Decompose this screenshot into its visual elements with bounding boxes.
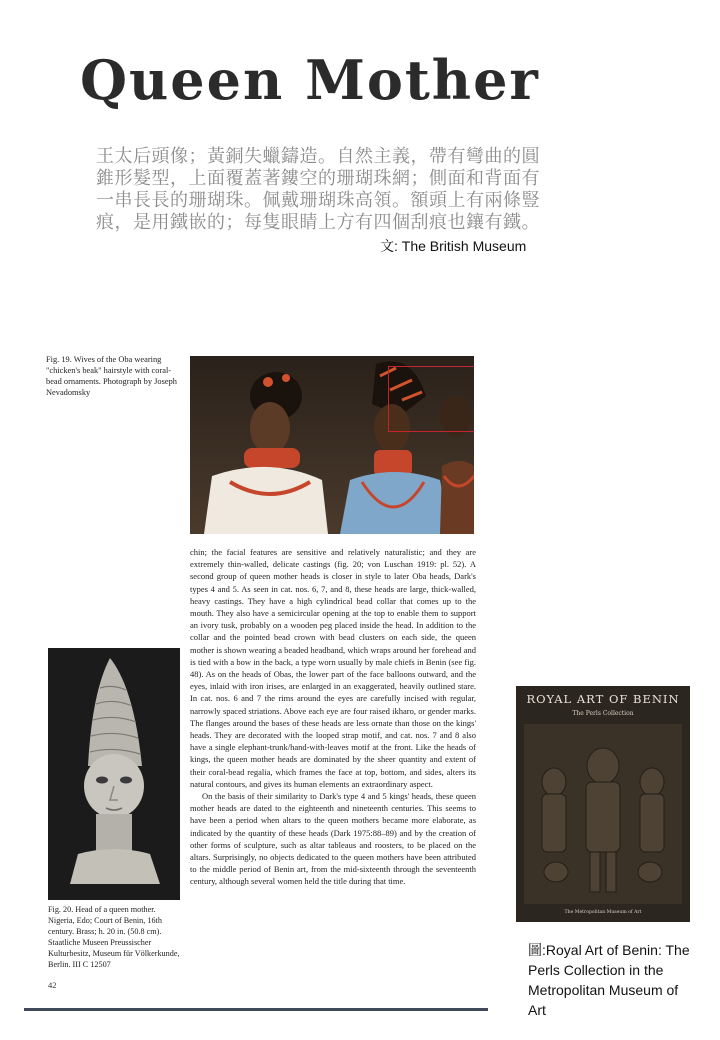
body-paragraph-2: On the basis of their similarity to Dark's type 4 and 5 kings' heads, these queen mother heads are dated to the eighteenth and nineteenth centuries. This seems to have been a period when altars to the queen mothers became more elaborate, as indicated by the quantity of these heads (Dark 1975:88–89) and by the creation of other forms of sculpture, such as altar tableaus and roosters, to be placed on the altars. Surprisingly, no objects dedicated to the queen mothers have been attributed to the middle period of Benin art, from the mid-sixteenth through the seventeenth century, although several women held the title during that time. <box>190 791 476 887</box>
photo-oba-wives <box>190 356 474 534</box>
queen-mother-head-illustration <box>48 648 180 900</box>
bottom-divider <box>24 1008 488 1011</box>
image-credit-caption: 圖:Royal Art of Benin: The Perls Collection in the Metropolitan Museum of Art <box>528 942 690 1018</box>
book-cover <box>516 686 690 922</box>
headdress-highlight-box <box>388 366 474 432</box>
page-number: 42 <box>48 980 57 990</box>
cover-title: ROYAL ART OF BENIN <box>526 692 680 706</box>
body-paragraph-1: chin; the facial features are sensitive and relatively naturalistic; and they are extremely thin-walled, delicate castings (fig. 20; von Luschan 1919: pl. 52). A second group of queen mother heads is closer in style to later Oba heads, Dark's types 4 and 5. As seen in cat. nos. 6, 7, and 8, these heads are large, thick-walled, heavy castings. They have a high cylindrical bead collar that comes up to the mouth. They also have a semicircular opening at the top to enable them to support an ivory tusk, probably on a wooden peg placed inside the head. In addition to the collar and the pointed bead crown with bead clusters on each side, the queen mother is shown wearing a beaded headband, which wraps around her forehead and is tied with a bow in the back, a type worn usually by male chiefs in Benin (see fig. 48). As on the heads of Obas, the lower part of the face balloons outward, and the eyes, inlaid with iron irises, are enlarged in an exaggerated, heavily outlined stare. In cat. nos. 6 and 7 the rims around the eyes are carefully incised with regular, narrowly spaced striations. Above each eye are four raised ikharo, or gender marks. The flanges around the bases of these heads are less ornate than those on the kings' heads. They are decorated with the looped strap motif, and cat. nos. 7 and 8 also have a single elephant-trunk/hand-with-leaves motif at the front. Like the heads of kings, the queen mother heads are dominated by the sheer quantity and extent of their coral-bead regalia, which frames the face at top, bottom, and sides, alters its natural contours, and gives its human elements an extraordinary aspect. <box>190 547 476 789</box>
text-credit: 文: The British Museum <box>380 238 527 254</box>
chinese-description: 王太后頭像；黃銅失蠟鑄造。自然主義，帶有彎曲的圓錐形髮型，上面覆蓋著鏤空的珊瑚珠網；側面和背面有一串長長的珊瑚珠。佩戴珊瑚珠高領。額頭上有兩條豎痕，是用鐵嵌的；每隻眼睛上方有四個刮痕也鑲有鐵。 <box>96 146 540 233</box>
cover-publisher: The Metropolitan Museum of Art <box>564 910 642 915</box>
book-page-scan <box>40 340 480 1000</box>
page-title: Queen Mother <box>80 48 540 112</box>
cover-subtitle: The Perls Collection <box>572 710 634 717</box>
photo-queen-mother-head <box>48 648 180 900</box>
fig19-caption: Fig. 19. Wives of the Oba wearing "chicken's beak" hairstyle with coral-bead ornaments. Photograph by Joseph Nevadomsky <box>46 355 177 397</box>
fig20-caption: Fig. 20. Head of a queen mother. Nigeria, Edo; Court of Benin, 16th century. Brass; h. 20 in. (50.8 cm). Staatliche Museen Preussischer Kulturbesitz, Museum für Völkerkunde, Berlin. III C 12507 <box>48 905 180 969</box>
book-body-text <box>190 546 476 888</box>
bronze-plaque-illustration <box>516 686 690 922</box>
